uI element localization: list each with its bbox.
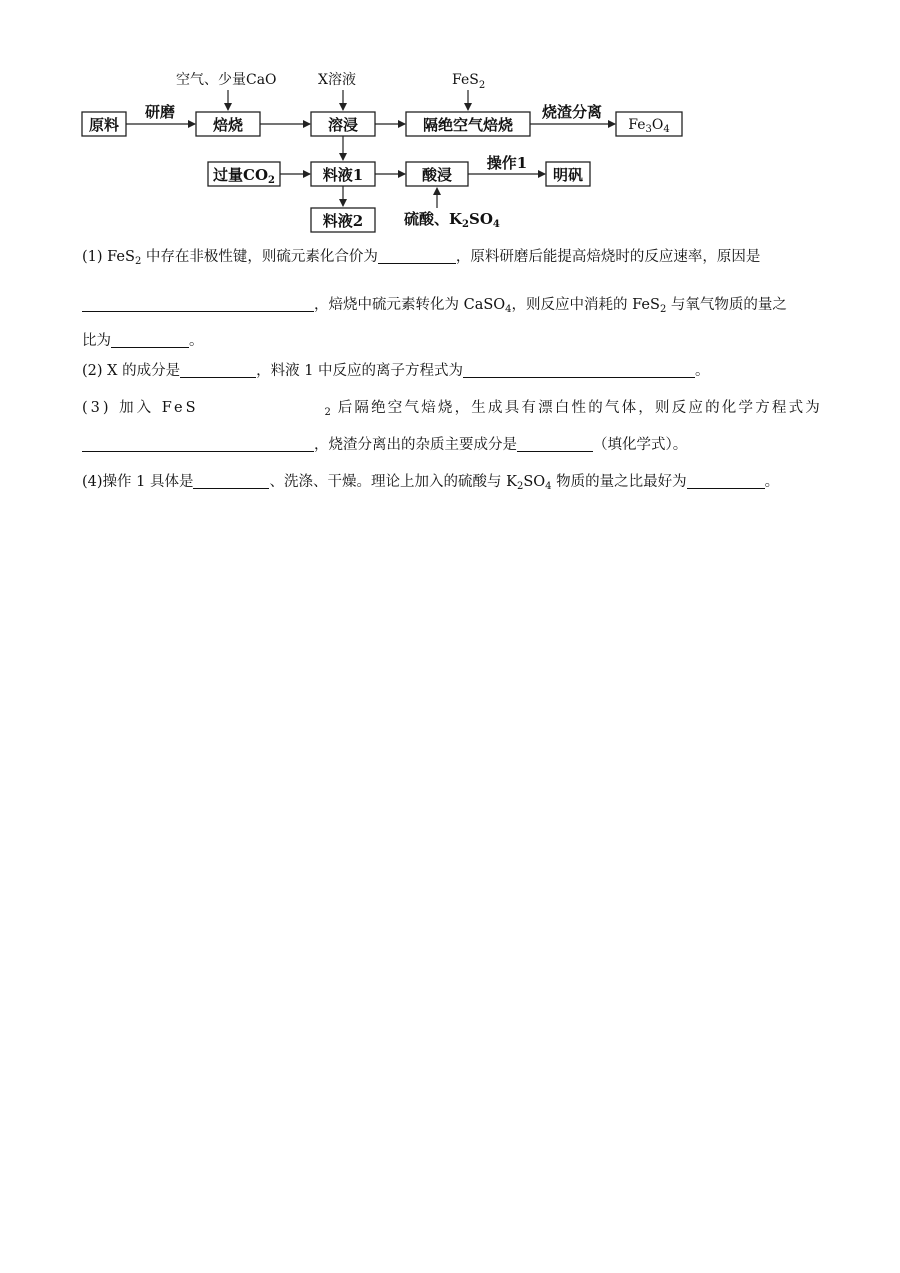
- node-liquor1-label: 料液1: [322, 166, 364, 184]
- q3-blank-equation[interactable]: [82, 435, 314, 452]
- node-roast-label: 焙烧: [212, 116, 244, 134]
- node-co2-label: 过量$CO_2$: [213, 166, 275, 186]
- q4-line: (4)操作 1 具体是 、洗涤、干燥。理论上加入的硫酸与 $K_2SO_4$ 物质的量之比最好为 。: [82, 474, 780, 492]
- q4-blank-ratio[interactable]: [687, 472, 765, 489]
- node-liquor2-label: 料液2: [322, 212, 364, 230]
- node-roast-no-air-label: 隔绝空气焙烧: [422, 116, 514, 134]
- q1-blank-reason[interactable]: [82, 295, 314, 312]
- edge-operation1-label: 操作1: [486, 154, 528, 172]
- node-leach-label: 溶浸: [327, 116, 359, 134]
- q2-blank-equation[interactable]: [463, 361, 695, 378]
- node-alum-label: 明矾: [552, 166, 584, 184]
- q3-blank-impurity[interactable]: [517, 435, 593, 452]
- q2-line: (2) X 的成分是 ，料液 1 中反应的离子方程式为 。: [82, 363, 710, 379]
- input-air-cao: 空气、少量CaO: [176, 72, 277, 88]
- process-flowchart: [0, 0, 900, 240]
- node-fe3o4-label: $Fe_3O_4$: [628, 117, 670, 135]
- node-raw-label: 原料: [88, 116, 120, 134]
- edge-grind-label: 研磨: [144, 103, 176, 121]
- node-acid-leach-label: 酸浸: [421, 166, 453, 184]
- q1-line1: (1) FeS$_2$ 中存在非极性键，则硫元素化合价为 ，原料研磨后能提高焙烧时的反应速率，原因是: [82, 249, 761, 267]
- input-acid-k2so4: 硫酸、$K_2SO_4$: [404, 210, 500, 230]
- input-fes2: FeS$_2$: [452, 72, 486, 91]
- q3-line1b: $_2$ 后隔绝空气焙烧，生成具有漂白性的气体，则反应的化学方程式为: [324, 400, 822, 418]
- q1-line2: ，焙烧中硫元素转化为 CaSO$_4$，则反应中消耗的 FeS$_2$ 与氧气物质的量之: [82, 294, 822, 321]
- q3-line2: ，烧渣分离出的杂质主要成分是 （填化学式）。: [82, 434, 822, 456]
- q4-blank-operation[interactable]: [193, 472, 269, 489]
- q1-blank-valence[interactable]: [378, 247, 456, 264]
- q3-line1: (3) 加入 FeS: [82, 400, 199, 416]
- input-x-solution: X溶液: [318, 72, 356, 88]
- q2-blank-x[interactable]: [180, 361, 256, 378]
- edge-slag-sep-label: 烧渣分离: [541, 103, 603, 121]
- q1-line3: 比为 。: [82, 333, 204, 349]
- q1-blank-ratio[interactable]: [111, 331, 189, 348]
